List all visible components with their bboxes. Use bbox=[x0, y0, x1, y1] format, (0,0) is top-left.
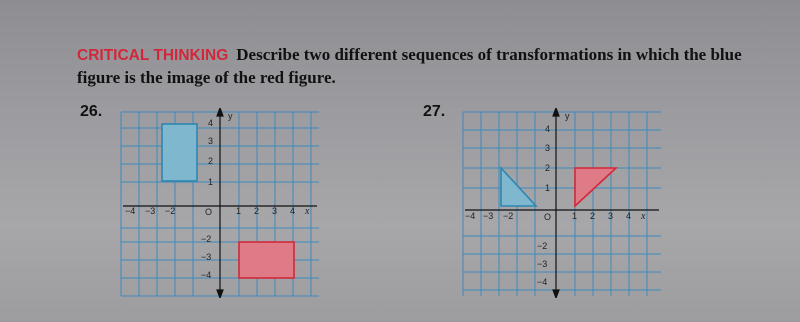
origin-label: O bbox=[544, 212, 552, 222]
y-axis-label: y bbox=[228, 111, 233, 121]
critical-thinking-label: CRITICAL THINKING bbox=[77, 47, 229, 64]
tick-y-4: 4 bbox=[545, 124, 551, 134]
tick-y-3: 3 bbox=[208, 136, 214, 146]
tick-x-2: 2 bbox=[590, 211, 596, 221]
tick-x-neg3: −3 bbox=[483, 211, 494, 221]
tick-y-neg4: −4 bbox=[537, 277, 548, 287]
tick-x-neg2: −2 bbox=[165, 206, 176, 216]
axes bbox=[465, 108, 659, 298]
tick-x-4: 4 bbox=[290, 206, 296, 216]
origin-label: O bbox=[205, 207, 213, 217]
x-axis-label: x bbox=[305, 206, 310, 217]
tick-x-1: 1 bbox=[572, 211, 578, 221]
tick-x-neg4: −4 bbox=[465, 211, 476, 221]
problem-26-number: 26. bbox=[80, 103, 103, 120]
grid-lines bbox=[463, 112, 661, 296]
graph-27 bbox=[461, 108, 663, 298]
tick-y-neg4: −4 bbox=[201, 270, 212, 280]
tick-y-neg2: −2 bbox=[201, 234, 212, 244]
y-axis-label: y bbox=[565, 111, 570, 121]
blue-rectangle bbox=[162, 124, 197, 181]
tick-y-2: 2 bbox=[545, 163, 551, 173]
question-text: Describe two different sequences of transformations in which the blue figure is the image of the red figure. bbox=[77, 45, 742, 87]
tick-x-3: 3 bbox=[272, 206, 278, 216]
tick-y-1: 1 bbox=[208, 177, 214, 187]
tick-x-neg4: −4 bbox=[125, 206, 136, 216]
tick-x-1: 1 bbox=[236, 206, 242, 216]
x-axis-label: x bbox=[641, 211, 646, 222]
tick-y-2: 2 bbox=[208, 156, 214, 166]
tick-y-1: 1 bbox=[545, 183, 551, 193]
tick-x-3: 3 bbox=[608, 211, 614, 221]
red-rectangle bbox=[239, 242, 294, 278]
tick-x-2: 2 bbox=[254, 206, 260, 216]
tick-x-4: 4 bbox=[626, 211, 632, 221]
tick-x-neg3: −3 bbox=[145, 206, 156, 216]
tick-x-neg2: −2 bbox=[503, 211, 514, 221]
red-triangle bbox=[575, 168, 616, 206]
tick-y-neg3: −3 bbox=[201, 252, 212, 262]
tick-y-4: 4 bbox=[208, 118, 214, 128]
tick-y-neg2: −2 bbox=[537, 241, 548, 251]
graph-26 bbox=[119, 108, 321, 298]
tick-y-neg3: −3 bbox=[537, 259, 548, 269]
problem-27-number: 27. bbox=[423, 103, 446, 120]
blue-triangle bbox=[501, 168, 536, 206]
question-heading bbox=[77, 44, 777, 89]
tick-y-3: 3 bbox=[545, 143, 551, 153]
